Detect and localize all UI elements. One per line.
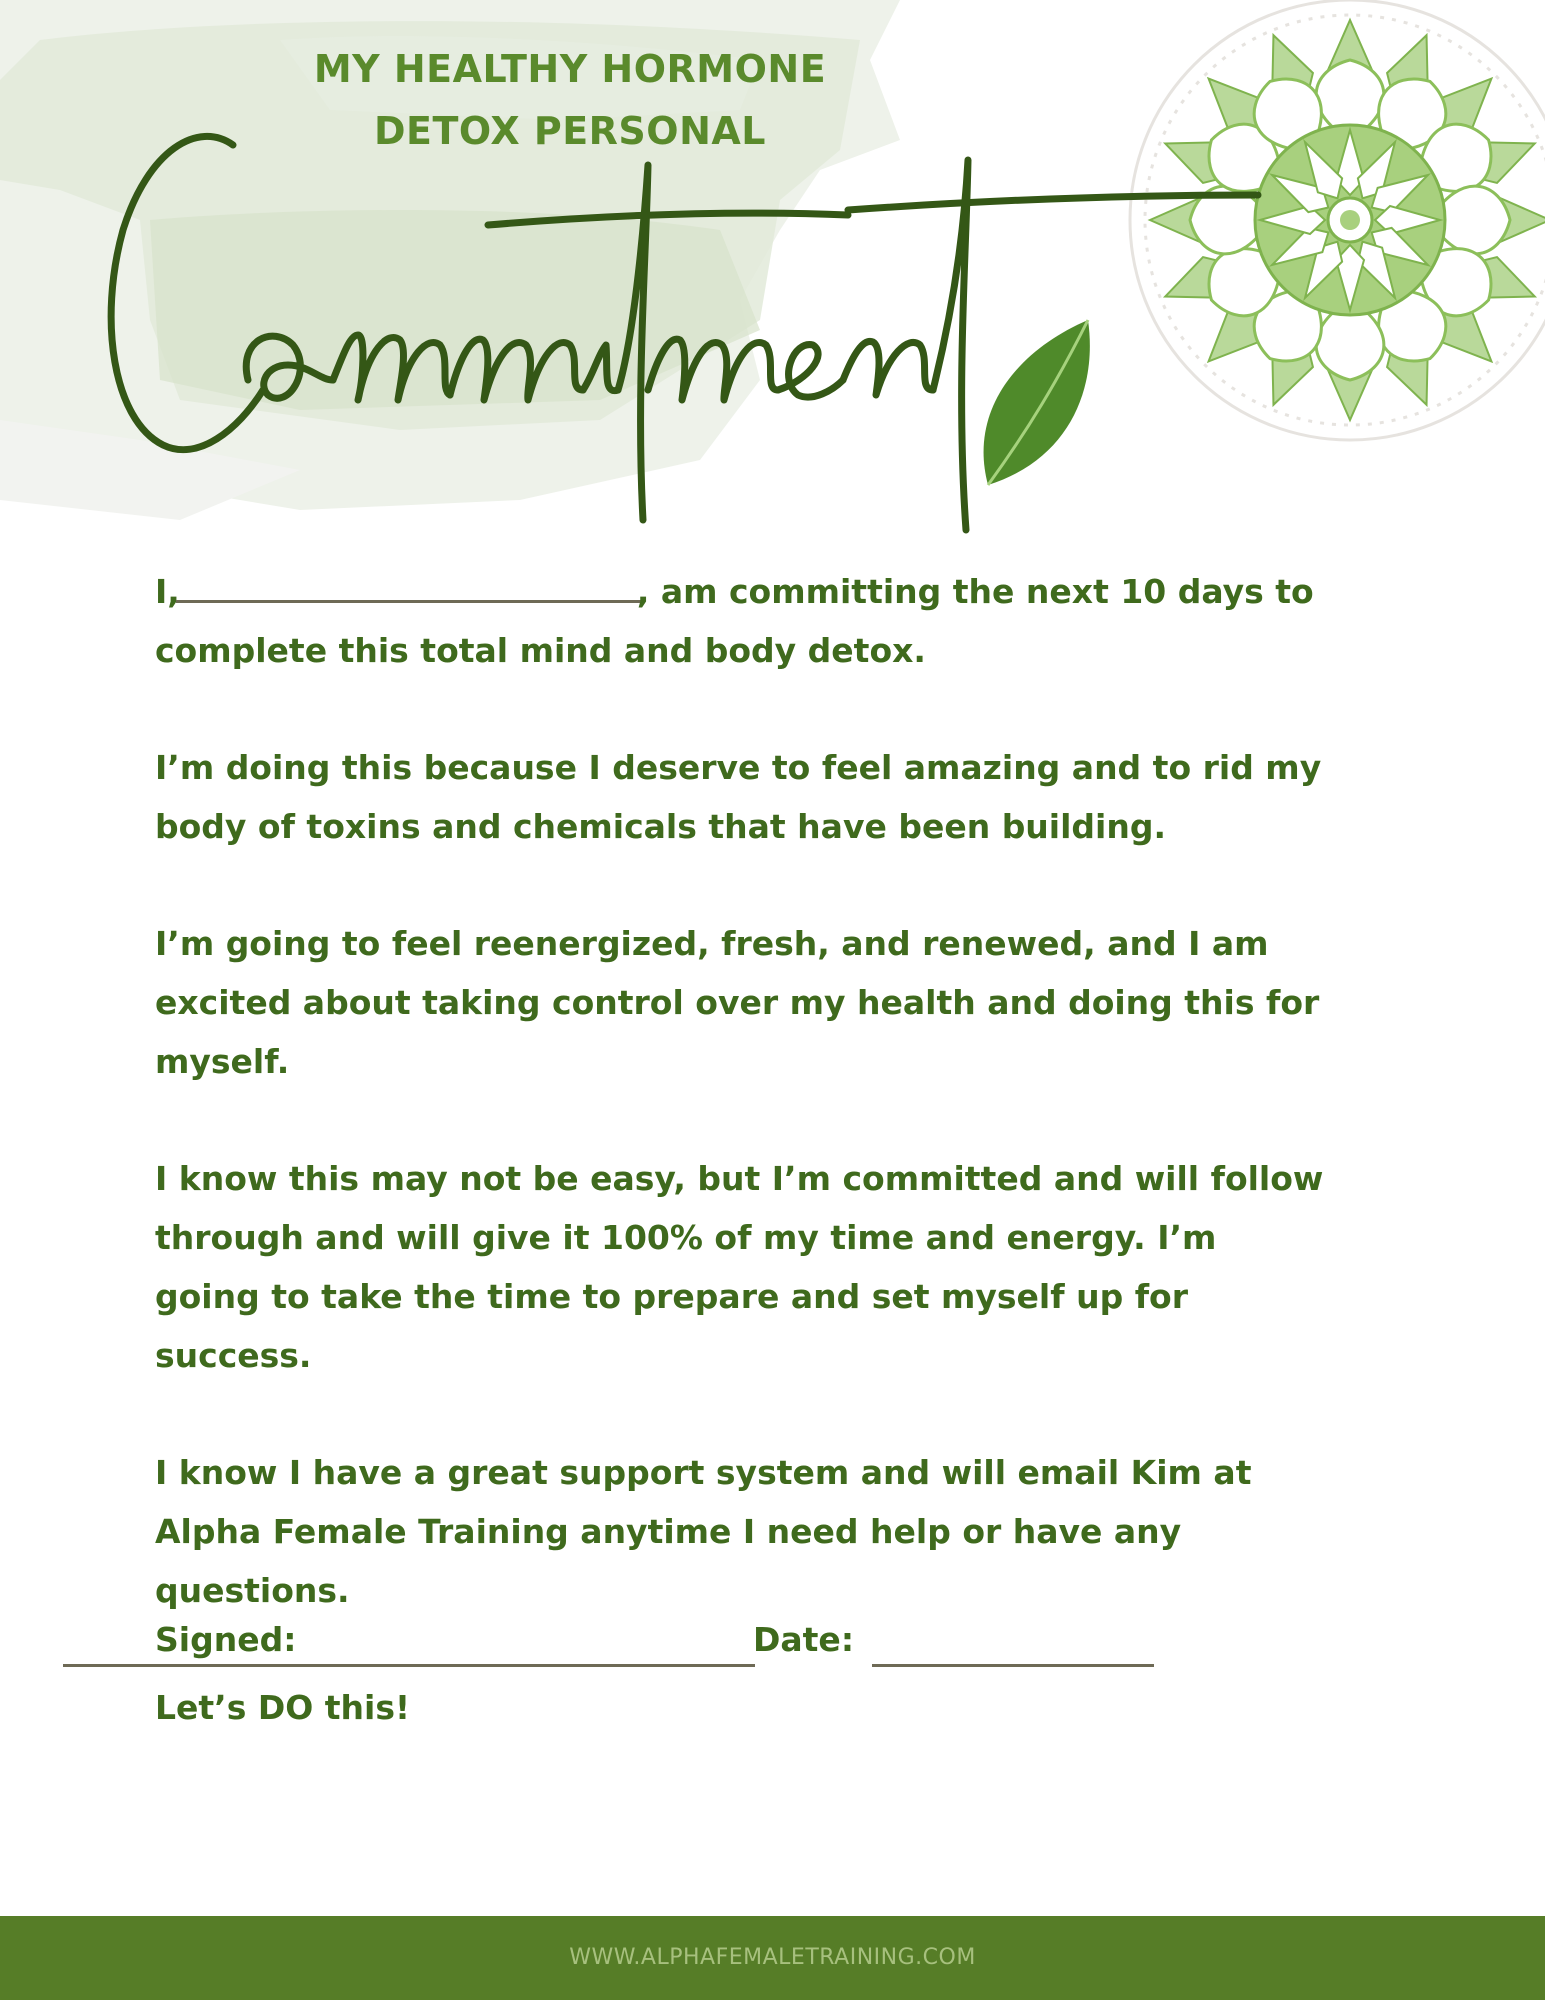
date-blank-line[interactable]: [872, 1664, 1154, 1667]
footer-bar: [0, 1916, 1545, 2000]
paragraph-4: I know this may not be easy, but I’m committed and will follow through and will give it 100% of my time and energy. I’m going to take the time to prepare and set myself up for success.: [155, 1159, 1324, 1375]
signature-row: [0, 1620, 1545, 1680]
heading-line-1: MY HEALTHY HORMONE: [313, 47, 827, 91]
paragraph-5: I know I have a great support system and will email Kim at Alpha Female Training anytime I need help or have any questions.: [155, 1453, 1252, 1610]
heading-line-2: DETOX PERSONAL: [373, 109, 767, 153]
signed-label: Signed:: [155, 1620, 297, 1659]
date-label: Date:: [753, 1620, 855, 1659]
intro-paragraph: [155, 562, 1325, 680]
name-blank-line[interactable]: [176, 570, 641, 603]
commitment-script-title: [88, 90, 1268, 540]
intro-prefix: I,: [155, 572, 180, 611]
signature-blank-line[interactable]: [63, 1664, 755, 1667]
footer-url: WWW.ALPHAFEMALETRAINING.COM: [569, 1945, 976, 1970]
paragraph-2: I’m doing this because I deserve to feel amazing and to rid my body of toxins and chemicals that have been building.: [155, 748, 1322, 846]
paragraph-3: I’m going to feel reenergized, fresh, and renewed, and I am excited about taking control over my health and doing this for myself.: [155, 924, 1320, 1081]
commitment-body: [155, 562, 1325, 1795]
paragraph-6: Let’s DO this!: [155, 1688, 411, 1727]
intro-suffix: , am committing the next 10 days to complete this total mind and body detox.: [155, 572, 1314, 670]
leaf-icon: [984, 320, 1090, 485]
